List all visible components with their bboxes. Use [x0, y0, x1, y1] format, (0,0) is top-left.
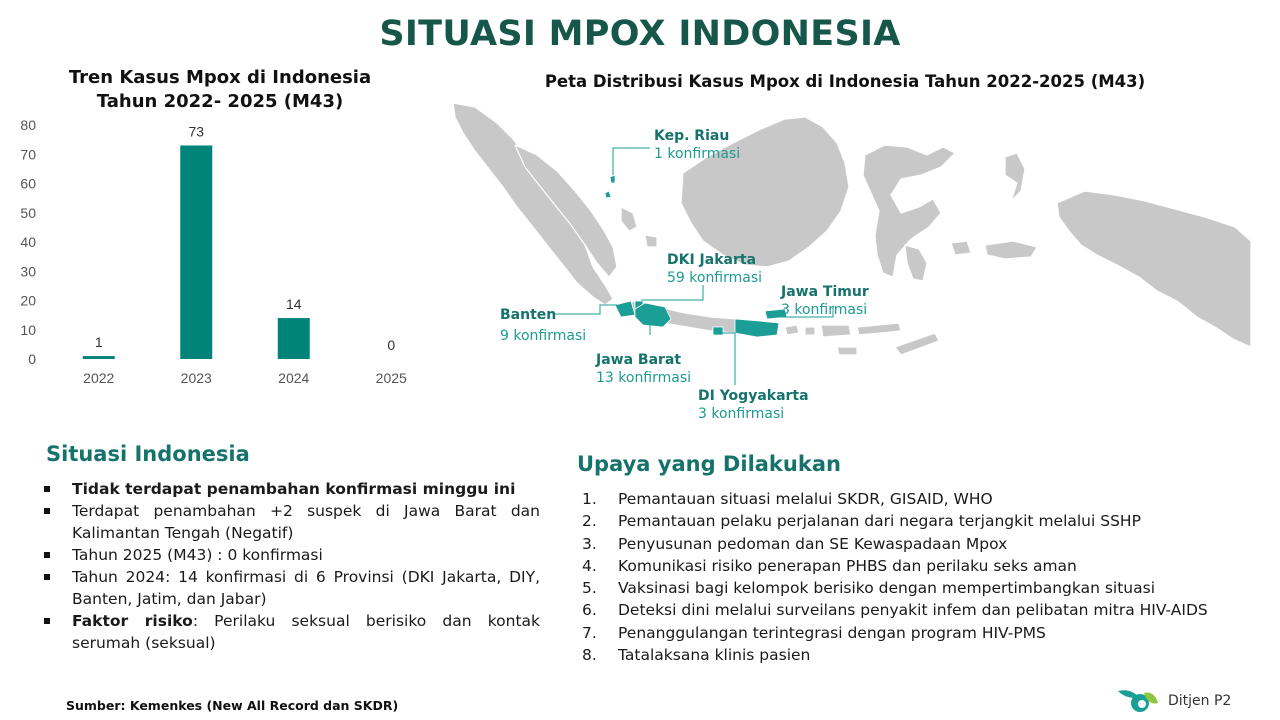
upaya-item	[582, 510, 1262, 532]
bar	[278, 318, 310, 359]
callout-province: Jawa Barat	[596, 352, 682, 368]
upaya-item-text: Pemantauan situasi melalui SKDR, GISAID, WHO	[618, 490, 993, 508]
situasi-item-bold: Faktor risiko	[72, 612, 193, 630]
x-tick-label: 2022	[83, 370, 115, 386]
situasi-title: Situasi Indonesia	[46, 442, 250, 466]
bar-chart	[0, 0, 440, 400]
island-belitung	[645, 235, 657, 247]
situasi-item	[42, 566, 540, 610]
province-jawa-barat	[635, 303, 671, 327]
upaya-item	[582, 622, 1262, 644]
y-tick-label: 50	[20, 204, 36, 221]
data-label: 1	[94, 334, 103, 351]
x-tick-label: 2025	[375, 370, 407, 386]
y-tick-label: 40	[20, 234, 36, 250]
situasi-item-text: Terdapat penambahan +2 suspek di Jawa Barat dan Kalimantan Tengah (Negatif)	[72, 502, 540, 542]
upaya-item-text: Tatalaksana klinis pasien	[618, 646, 811, 665]
upaya-item-number: 1.	[582, 490, 597, 508]
callout-province: Jawa Timur	[781, 284, 869, 300]
situasi-list	[42, 478, 540, 654]
upaya-item	[582, 577, 1262, 599]
callout-kep-riau	[654, 127, 740, 163]
logo-text: Ditjen P2	[1168, 693, 1232, 709]
y-tick-label: 60	[20, 175, 36, 192]
callout-count: 13 konfirmasi	[596, 370, 692, 386]
upaya-item-text: Penanggulangan terintegrasi dengan program HIV-PMS	[618, 623, 1046, 642]
callout-count: 9 konfirmasi	[500, 328, 587, 344]
upaya-item-number: 8.	[582, 646, 597, 665]
situasi-item	[42, 544, 540, 566]
upaya-item	[582, 599, 1262, 621]
callout-count: 59 konfirmasi	[667, 270, 763, 286]
province-di-yogyakarta	[713, 327, 723, 335]
callout-count: 3 konfirmasi	[781, 302, 868, 318]
ditjen-p2-logo	[1116, 686, 1266, 716]
island-bangka	[621, 207, 637, 231]
island-timor	[895, 333, 939, 355]
y-tick-label: 80	[20, 117, 36, 133]
y-tick-label: 30	[20, 263, 36, 280]
situasi-item	[42, 610, 540, 654]
y-tick-label: 20	[20, 292, 36, 309]
chart-title-line2: Tahun 2022- 2025 (M43)	[96, 91, 344, 112]
island-flores	[857, 323, 901, 335]
data-label: 14	[285, 296, 302, 313]
upaya-item-number: 7.	[582, 623, 597, 642]
data-label: 73	[188, 123, 205, 140]
bar	[180, 145, 212, 359]
upaya-item	[582, 533, 1262, 555]
situasi-item-text: : Perilaku seksual berisiko dan kontak serumah (seksual)	[72, 612, 540, 652]
situasi-item-bold: Tidak terdapat penambahan konfirmasi minggu ini	[72, 480, 516, 498]
callout-province: Banten	[500, 307, 557, 323]
upaya-item-number: 4.	[582, 556, 597, 575]
ditjen-p2-logo-icon	[1116, 687, 1160, 715]
data-label: 0	[387, 337, 396, 353]
y-tick-label: 70	[20, 146, 36, 163]
bar	[83, 356, 115, 359]
province-banten	[615, 301, 635, 317]
leader-diy	[721, 333, 735, 385]
upaya-item	[582, 488, 1262, 510]
situasi-item-text: Tahun 2024: 14 konfirmasi di 6 Provinsi (DKI Jakarta, DIY, Banten, Jatim, dan Jabar)	[72, 568, 540, 608]
island-halmahera	[1005, 153, 1025, 201]
upaya-item-number: 2.	[582, 512, 597, 531]
leader-kep-riau	[613, 148, 650, 175]
upaya-item-number: 5.	[582, 579, 597, 598]
page-title: SITUASI MPOX INDONESIA	[379, 14, 901, 54]
callout-province: Kep. Riau	[654, 128, 730, 144]
upaya-item	[582, 644, 1262, 666]
y-tick-label: 0	[28, 351, 36, 367]
source-note: Sumber: Kemenkes (New All Record dan SKDR)	[66, 698, 399, 713]
island-sumatra	[453, 103, 613, 305]
callout-jawa-timur	[781, 283, 869, 319]
upaya-title: Upaya yang Dilakukan	[577, 452, 841, 476]
island-sumba	[837, 347, 857, 355]
situasi-item-text: Tahun 2025 (M43) : 0 konfirmasi	[72, 546, 323, 564]
callout-dki-jakarta	[667, 251, 762, 287]
island-bali	[785, 325, 799, 335]
upaya-item-text: Penyusunan pedoman dan SE Kewaspadaan Mpox	[618, 534, 1008, 553]
upaya-item-text: Deteksi dini melalui surveilans penyakit infem dan pelibatan mitra HIV-AIDS	[618, 601, 1208, 620]
province-kep-riau	[610, 175, 615, 183]
situasi-item	[42, 478, 540, 500]
upaya-item-text: Vaksinasi bagi kelompok berisiko dengan mempertimbangkan situasi	[618, 579, 1156, 598]
chart-title-line1: Tren Kasus Mpox di Indonesia	[68, 67, 372, 88]
y-tick-label: 10	[20, 321, 36, 338]
upaya-list	[582, 488, 1262, 666]
callout-di-yogyakarta	[698, 387, 809, 423]
upaya-item-number: 3.	[582, 534, 597, 553]
island-seram	[985, 241, 1037, 259]
callout-count: 1 konfirmasi	[654, 146, 741, 162]
callout-province: DKI Jakarta	[667, 252, 757, 268]
map-title: Peta Distribusi Kasus Mpox di Indonesia Tahun 2022-2025 (M43)	[544, 72, 1146, 91]
island-sumbawa	[821, 325, 851, 337]
callout-jawa-barat	[596, 351, 691, 387]
callout-count: 3 konfirmasi	[698, 406, 785, 422]
callout-province: DI Yogyakarta	[698, 388, 809, 404]
island-buru	[951, 241, 971, 255]
indonesia-map	[445, 95, 1265, 435]
x-tick-label: 2023	[180, 370, 212, 386]
island-papua	[1057, 191, 1251, 347]
callout-banten	[500, 306, 586, 345]
upaya-item-text: Komunikasi risiko penerapan PHBS dan perilaku seks aman	[618, 556, 1077, 575]
upaya-item-number: 6.	[582, 601, 597, 620]
x-tick-label: 2024	[278, 370, 310, 386]
province-jawa-timur	[735, 319, 779, 337]
island-lombok	[805, 327, 815, 335]
upaya-item-text: Pemantauan pelaku perjalanan dari negara terjangkit melalui SSHP	[618, 512, 1141, 531]
situasi-item	[42, 500, 540, 544]
island-sulawesi-se	[905, 245, 927, 281]
leader-dki	[641, 285, 703, 300]
upaya-item	[582, 555, 1262, 577]
province-kep-riau-2	[605, 191, 611, 198]
